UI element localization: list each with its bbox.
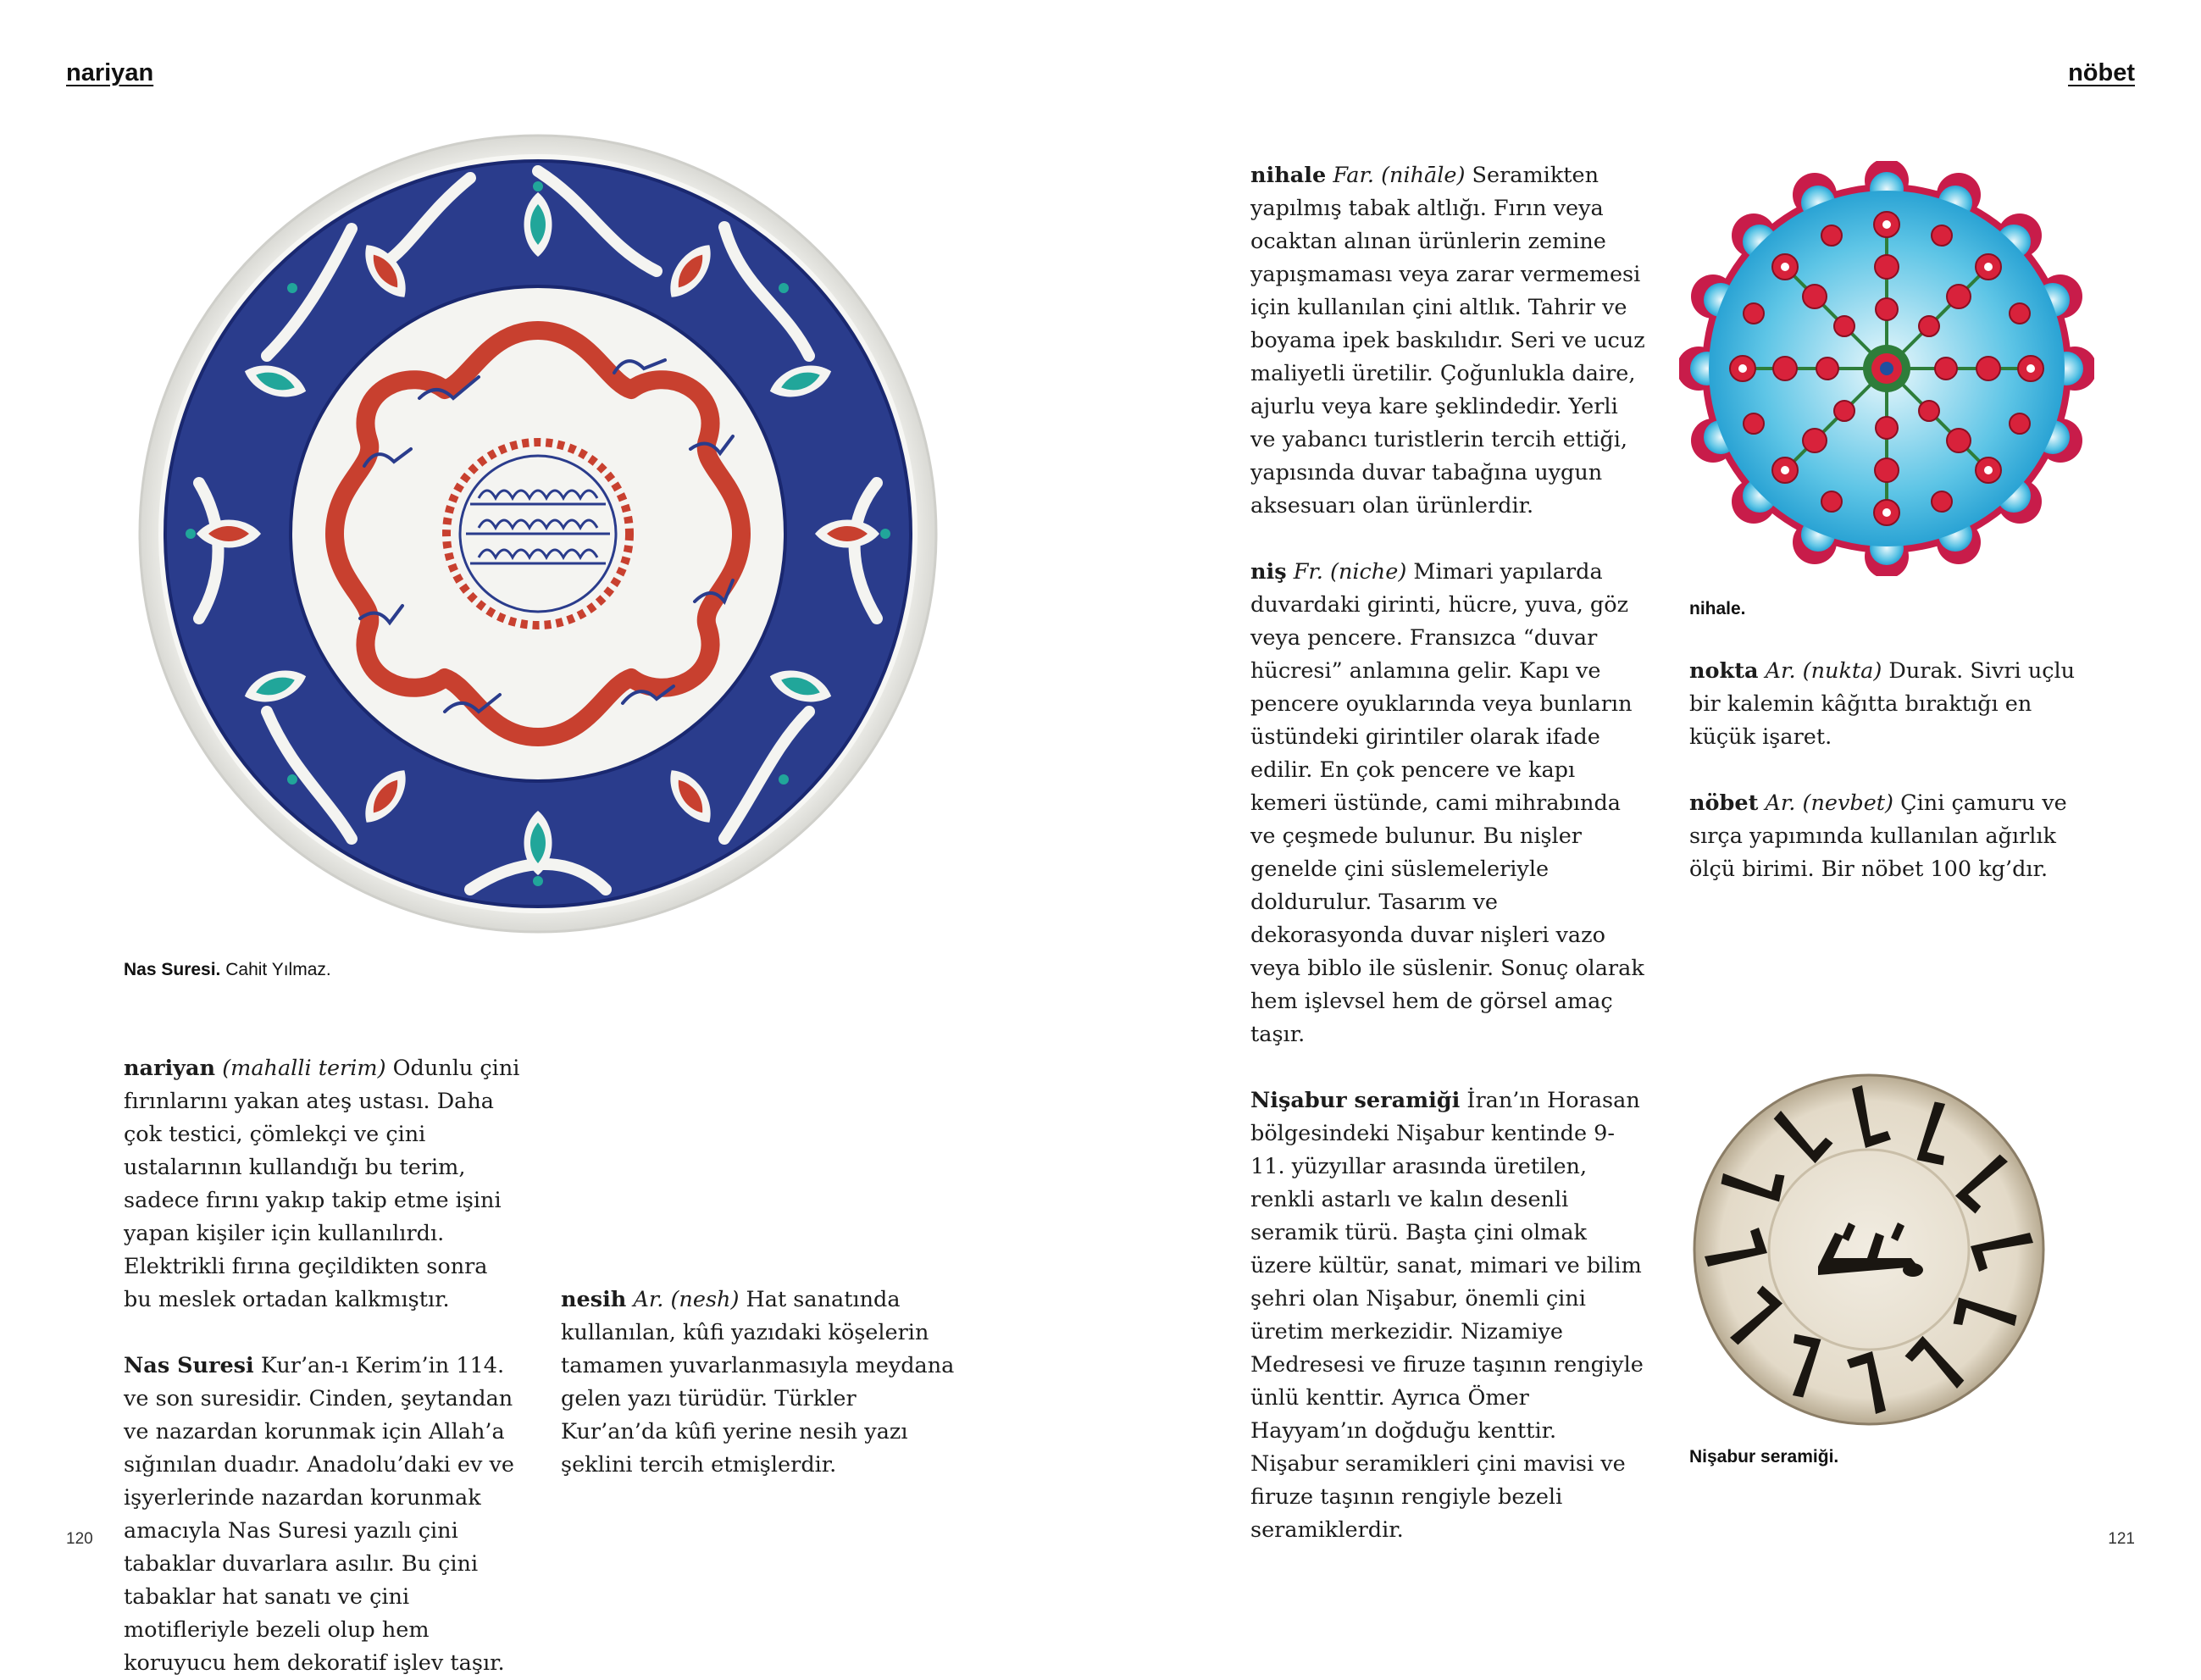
left-column-2 bbox=[561, 1052, 959, 1515]
nas-suresi-caption bbox=[124, 960, 331, 980]
entry-text: Odunlu çini fırınlarını yakan ateş ustası. Daha çok testici, çömlekçi ve çini ustalarının kullandığı bu terim, sadece fırını yakıp takip etme işini yapan kişiler için kullanılırdı. Elektrikli fırına geçildikten sonra bu meslek ortadan kalkmıştır. bbox=[124, 1056, 520, 1312]
entry-nisabur-seramigi bbox=[1250, 1084, 1649, 1547]
entry-text: İran’ın Horasan bölgesindeki Nişabur kentinde 9-11. yüzyıllar arasında üretilen, renkli astarlı ve kalın desenli seramik türü. Başta çini olmak üzere kültür, sanat, mimari ve bilim şehri olan Nişabur, önemli çini üretim merkezidir. Nizamiye Medresesi ve firuze taşının rengiyle ünlü kenttir. Ayrıca Ömer Hayyam’ın doğduğu kenttir. Nişabur seramikleri çini mavisi ve firuze taşının rengiyle bezeli seramiklerdir. bbox=[1250, 1088, 1644, 1543]
entry-nobet bbox=[1689, 787, 2079, 886]
right-column-1 bbox=[1250, 159, 1649, 1547]
entry-nariyan bbox=[124, 1052, 522, 1317]
entry-term: Nişabur seramiği bbox=[1250, 1088, 1461, 1113]
entry-nas-suresi bbox=[124, 1350, 522, 1680]
nihale-trivet-image bbox=[1679, 161, 2094, 576]
nisabur-caption bbox=[1689, 1447, 1838, 1467]
page-number-right: 121 bbox=[2108, 1530, 2135, 1548]
entry-etymology: Ar. (nukta) bbox=[1765, 658, 1882, 684]
nas-suresi-caption-credit: Cahit Yılmaz. bbox=[220, 960, 331, 979]
entry-etymology: Ar. (nesh) bbox=[633, 1287, 740, 1312]
entry-etymology: Ar. (nevbet) bbox=[1765, 790, 1893, 816]
entry-etymology: (mahalli terim) bbox=[222, 1056, 386, 1081]
entry-term: nesih bbox=[561, 1287, 627, 1312]
running-head-left: nariyan bbox=[66, 59, 154, 86]
nihale-caption-bold: nihale. bbox=[1689, 599, 1746, 618]
entry-nesih bbox=[561, 1284, 959, 1482]
entry-term: nariyan bbox=[124, 1056, 216, 1081]
entry-nis bbox=[1250, 556, 1649, 1051]
right-column-2 bbox=[1689, 655, 2079, 919]
left-page bbox=[0, 0, 1100, 1676]
entry-text: Kur’an-ı Kerim’in 114. ve son suresidir. Cinden, şeytandan ve nazardan korunmak için Allah’a sığınılan duadır. Anadolu’daki ev ve işyerlerinde nazardan korunmak amacıyla Nas Suresi yazılı çini tabaklar duvarlara asılır. Bu çini tabaklar hat sanatı ve çini motifleriyle bezeli olup hem koruyucu hem dekoratif işlev taşır. bbox=[124, 1353, 514, 1676]
entry-text: Seramikten yapılmış tabak altlığı. Fırın veya ocaktan alınan ürünlerin zemine yapışmaması veya zarar vermemesi için kullanılan çini altlık. Tahrir ve boyama ipek baskılıdır. Seri ve ucuz maliyetli üretilir. Çoğunlukla daire, ajurlu veya kare şeklindedir. Yerli ve yabancı turistlerin tercih ettiği, yapısında duvar tabağına uygun aksesuarı olan ürünlerdir. bbox=[1250, 163, 1645, 518]
page-number-left: 120 bbox=[66, 1530, 93, 1548]
right-page bbox=[1100, 0, 2201, 1601]
entry-term: niş bbox=[1250, 559, 1287, 585]
entry-etymology: Far. (nihāle) bbox=[1333, 163, 1466, 188]
entry-term: nokta bbox=[1689, 658, 1759, 684]
nisabur-caption-bold: Nişabur seramiği. bbox=[1689, 1447, 1839, 1467]
entry-nokta bbox=[1689, 655, 2079, 754]
entry-text: Mimari yapılarda duvardaki girinti, hücre, yuva, göz veya pencere. Fransızca “duvar hücresi” anlamına gelir. Kapı ve pencere oyuklarında veya bunların üstündeki girintiler olarak ifade edilir. En çok pencere ve kapı kemeri üstünde, cami mihrabında ve çeşmede bulunur. Bu nişler genelde çini süslemeleriyle doldurulur. Tasarım ve dekorasyonda duvar nişleri vazo veya biblo ile süslenir. Sonuç olarak hem işlevsel hem de görsel amaç taşır. bbox=[1250, 559, 1644, 1047]
entry-etymology: Fr. (niche) bbox=[1293, 559, 1407, 585]
nisabur-bowl-image bbox=[1691, 1072, 2047, 1428]
entry-text: Durak. Sivri uçlu bir kalemin kâğıtta bıraktığı en küçük işaret. bbox=[1689, 658, 2076, 750]
entry-term: nöbet bbox=[1689, 790, 1759, 816]
nas-suresi-plate-image bbox=[131, 127, 945, 940]
entry-text: Hat sanatında kullanılan, kûfi yazıdaki köşelerin tamamen yuvarlanmasıyla meydana gelen yazı türüdür. Türkler Kur’an’da kûfi yerine nesih yazı şeklini tercih etmişlerdir. bbox=[561, 1287, 955, 1478]
nas-suresi-caption-bold: Nas Suresi. bbox=[124, 960, 221, 979]
running-head-right: nöbet bbox=[2068, 59, 2135, 86]
entry-term: nihale bbox=[1250, 163, 1327, 188]
left-column-1 bbox=[124, 1052, 522, 1680]
nihale-caption bbox=[1689, 599, 1746, 619]
entry-text: Çini çamuru ve sırça yapımında kullanılan ağırlık ölçü birimi. Bir nöbet 100 kg’dır. bbox=[1689, 790, 2067, 882]
entry-term: Nas Suresi bbox=[124, 1353, 254, 1378]
entry-nihale bbox=[1250, 159, 1649, 523]
